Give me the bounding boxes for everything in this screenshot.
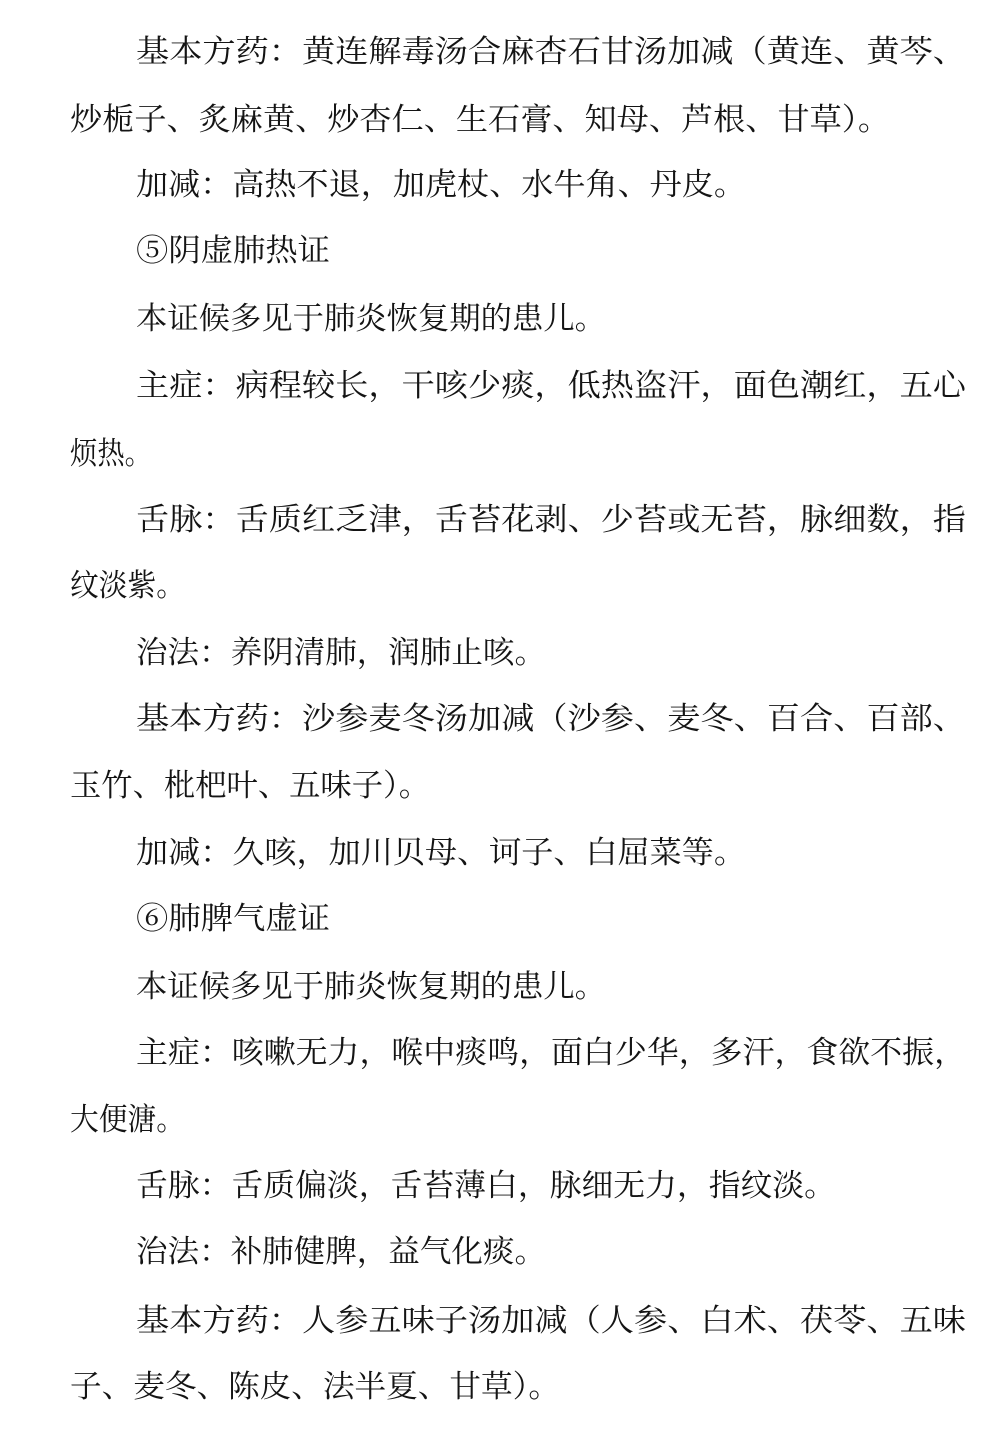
text-line	[0, 226, 1000, 276]
line-text: 治法：补肺健脾，益气化痰。	[136, 1234, 546, 1270]
line-text: 加减：久咳，加川贝母、诃子、白屈菜等。	[136, 835, 746, 871]
line-text: 加减：高热不退，加虎杖、水牛角、丹皮。	[136, 167, 746, 203]
line-text: 基本方药：黄连解毒汤合麻杏石甘汤加减（黄连、黄芩、	[136, 34, 967, 70]
line-text: 主症：咳嗽无力，喉中痰鸣，面白少华，多汗，食欲不振，	[136, 1035, 966, 1071]
text-line	[0, 962, 1000, 1012]
line-text: 炒栀子、炙麻黄、炒杏仁、生石膏、知母、芦根、甘草）。	[70, 102, 890, 138]
line-text: 本证候多见于肺炎恢复期的患儿。	[136, 301, 606, 337]
line-text: ⑥肺脾气虚证	[136, 901, 330, 937]
line-text: 子、麦冬、陈皮、法半夏、甘草）。	[70, 1369, 560, 1405]
text-line	[0, 1028, 1000, 1078]
line-text: 舌脉：舌质偏淡，舌苔薄白，脉细无力，指纹淡。	[136, 1168, 836, 1204]
line-text: 玉竹、枇杷叶、五味子）。	[70, 768, 431, 804]
text-line	[0, 628, 1000, 678]
line-text: 烦热。	[70, 436, 152, 472]
text-line	[0, 429, 1000, 479]
line-text: 治法：养阴清肺，润肺止咳。	[136, 635, 546, 671]
line-text: 基本方药：沙参麦冬汤加减（沙参、麦冬、百合、百部、	[136, 701, 967, 737]
text-line	[0, 1227, 1000, 1277]
text-line	[0, 894, 1000, 944]
text-line	[0, 694, 1000, 744]
text-line	[0, 1296, 1000, 1346]
line-text: 纹淡紫。	[70, 568, 185, 604]
text-line	[0, 1362, 1000, 1412]
text-line	[0, 160, 1000, 210]
line-text: 大便溏。	[70, 1102, 185, 1138]
line-text: 本证候多见于肺炎恢复期的患儿。	[136, 969, 606, 1005]
text-line	[0, 27, 1000, 77]
line-text: 基本方药：人参五味子汤加减（人参、白术、茯苓、五味	[136, 1303, 967, 1339]
text-line	[0, 561, 1000, 611]
text-line	[0, 95, 1000, 145]
text-line	[0, 1161, 1000, 1211]
text-line	[0, 1095, 1000, 1145]
text-line	[0, 828, 1000, 878]
line-text: 主症：病程较长，干咳少痰，低热盗汗，面色潮红，五心	[136, 368, 967, 404]
line-text: ⑤阴虚肺热证	[136, 233, 330, 269]
line-text: 舌脉：舌质红乏津，舌苔花剥、少苔或无苔，脉细数，指	[136, 502, 967, 538]
text-line	[0, 294, 1000, 344]
text-line	[0, 361, 1000, 411]
text-line	[0, 761, 1000, 811]
text-line	[0, 495, 1000, 545]
